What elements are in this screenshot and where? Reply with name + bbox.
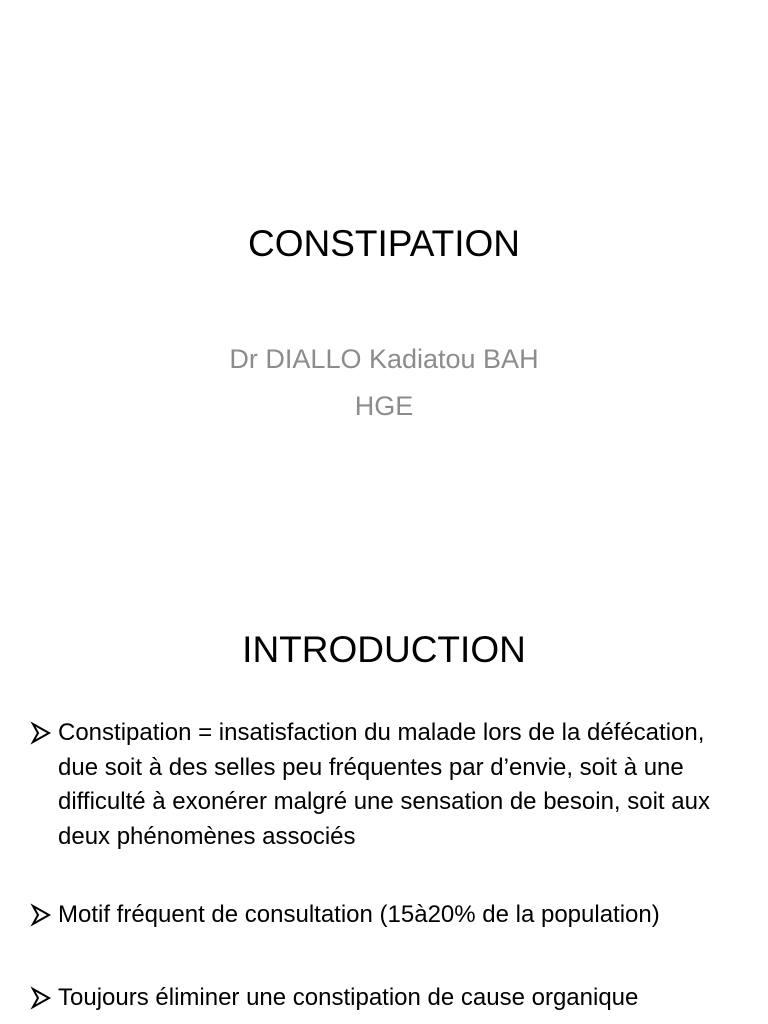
slide-title: INTRODUCTION (242, 629, 526, 670)
bullet-text: Constipation = insatisfaction du malade lors de la défécation, due soit à des selles peu fréquentes par d’envie, soit à une difficulté à exonérer malgré une sensation de besoin, soit aux deux phénomènes associés (58, 719, 710, 850)
bullet-item (0, 716, 768, 854)
arrowhead-bullet-icon (30, 981, 52, 1015)
bullet-text: Motif fréquent de consultation (15à20% de la population) (58, 901, 660, 928)
author-name: Dr DIALLO Kadiatou BAH (229, 344, 539, 374)
arrowhead-bullet-icon (30, 898, 52, 932)
bullet-text: Toujours éliminer une constipation de cause organique (58, 983, 639, 1011)
bullet-list (0, 716, 768, 1015)
author-department: HGE (354, 391, 414, 421)
slide-subtitle (0, 336, 768, 430)
bullet-item (0, 981, 768, 1016)
slide-title: CONSTIPATION (247, 223, 521, 264)
introduction-slide (0, 576, 768, 1024)
arrowhead-bullet-icon (30, 716, 52, 750)
bullet-item (0, 898, 768, 933)
